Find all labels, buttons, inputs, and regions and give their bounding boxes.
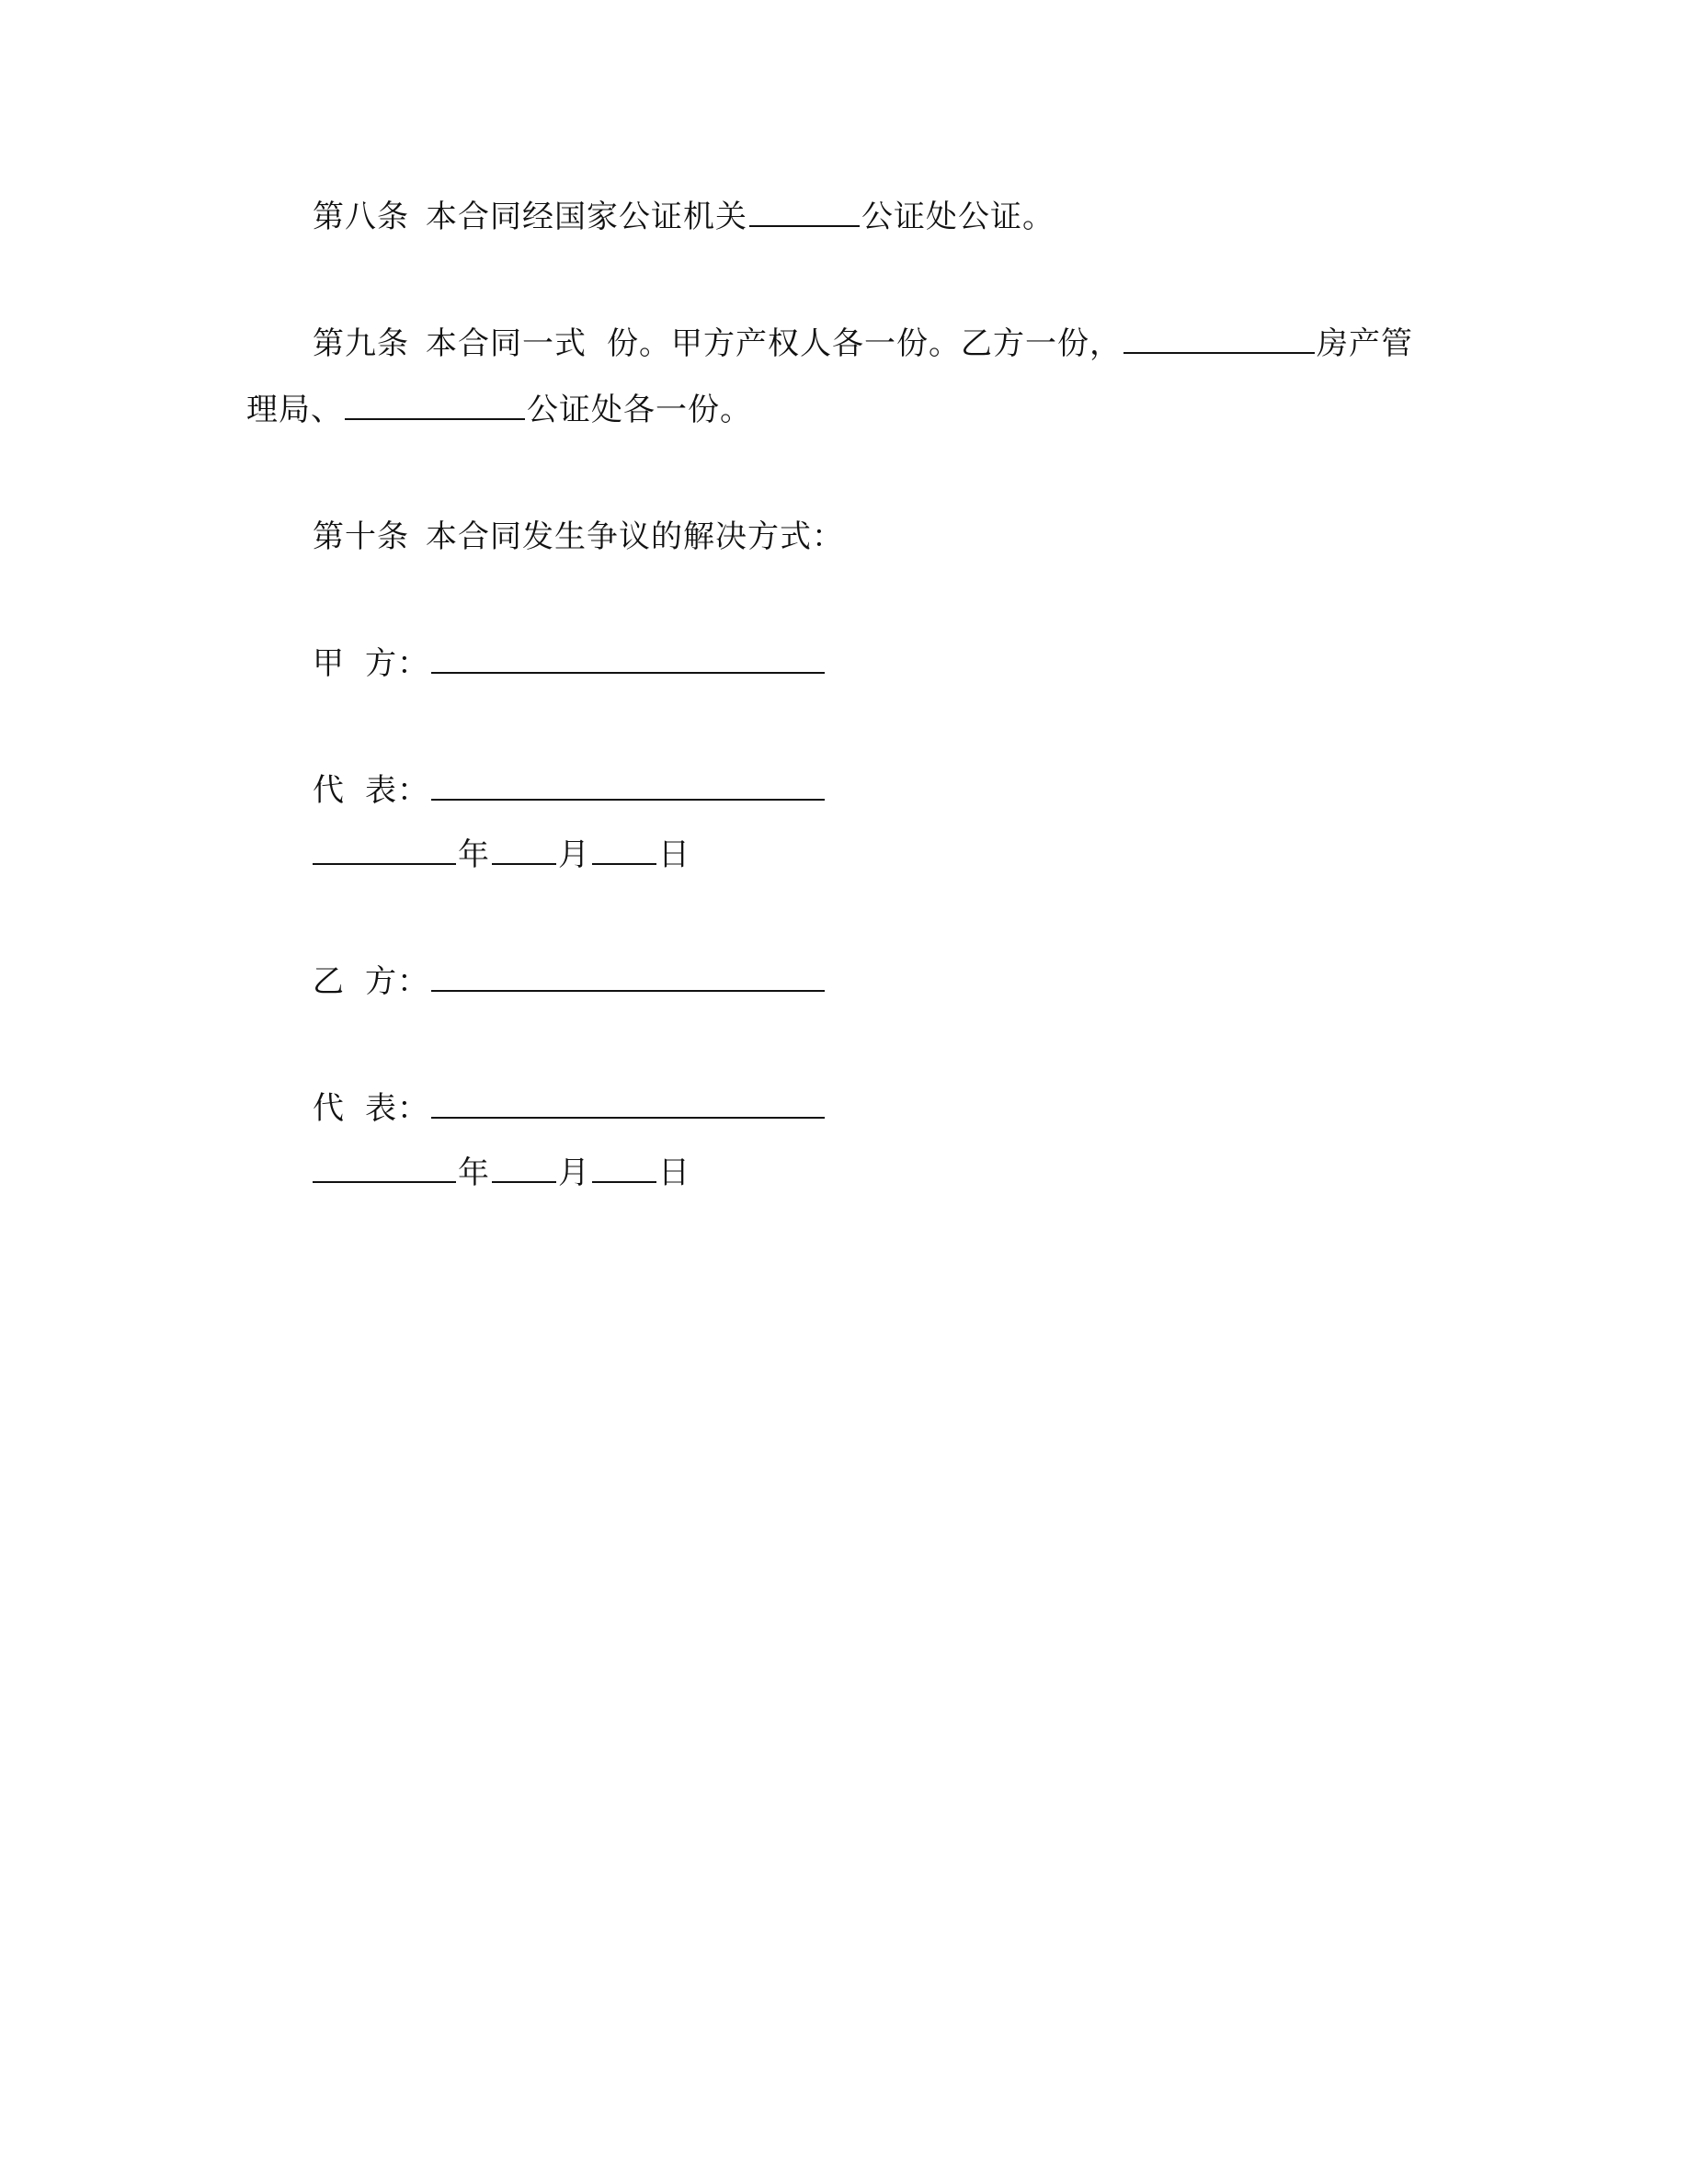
party-a-label: 甲: [313, 645, 345, 682]
article-9-head: 第九条: [313, 325, 409, 362]
party-a-name-field[interactable]: [431, 644, 825, 674]
article-9-text-4: 理局、: [246, 392, 343, 428]
article-10-text: 本合同发生争议的解决方式：: [426, 518, 844, 555]
article-9-text-1: 本合同一式: [426, 325, 587, 362]
housing-bureau-blank[interactable]: [1123, 324, 1315, 354]
article-9-line-2: [246, 390, 752, 430]
article-9-line-1: [313, 324, 1413, 364]
party-b-date-line: [313, 1153, 690, 1193]
party-a-month-field[interactable]: [492, 836, 556, 865]
party-b-year-label: 年: [458, 1155, 490, 1191]
article-9-text-5: 公证处各一份。: [527, 392, 752, 428]
party-a-year-field[interactable]: [313, 836, 456, 865]
party-b-rep-label-2: 表：: [365, 1090, 429, 1127]
party-a-rep-label: 代: [313, 772, 345, 809]
party-a-rep-field[interactable]: [431, 771, 825, 801]
party-b-day-field[interactable]: [592, 1154, 656, 1183]
party-b-rep-label: 代: [313, 1090, 345, 1127]
article-10-head: 第十条: [313, 518, 409, 555]
party-b-month-label: 月: [558, 1155, 590, 1191]
party-a-rep-line: [313, 770, 827, 811]
article-9-text-2: 份。甲方产权人各一份。乙方一份，: [607, 325, 1122, 362]
party-a-day-field[interactable]: [592, 836, 656, 865]
article-8-text-after: 公证处公证。: [861, 199, 1055, 235]
party-a-month-label: 月: [558, 836, 590, 873]
party-b-rep-field[interactable]: [431, 1089, 825, 1119]
notary-office-blank[interactable]: [749, 198, 860, 227]
party-a-line: [313, 643, 827, 684]
article-10-line: [313, 517, 844, 557]
party-a-date-line: [313, 835, 690, 875]
party-a-year-label: 年: [458, 836, 490, 873]
party-b-year-field[interactable]: [313, 1154, 456, 1183]
party-b-label: 乙: [313, 963, 345, 1000]
article-8-line: [313, 197, 1055, 237]
party-a-rep-label-2: 表：: [365, 772, 429, 809]
article-8-head: 第八条: [313, 199, 409, 235]
notary-blank-2[interactable]: [345, 391, 525, 420]
article-9-text-3: 房产管: [1317, 325, 1413, 362]
party-b-month-field[interactable]: [492, 1154, 556, 1183]
party-a-label-2: 方：: [365, 645, 429, 682]
party-b-label-2: 方：: [365, 963, 429, 1000]
article-8-text-before: 本合同经国家公证机关: [426, 199, 747, 235]
party-b-day-label: 日: [658, 1155, 690, 1191]
party-b-rep-line: [313, 1088, 827, 1129]
party-b-line: [313, 961, 827, 1002]
party-a-day-label: 日: [658, 836, 690, 873]
party-b-name-field[interactable]: [431, 962, 825, 992]
